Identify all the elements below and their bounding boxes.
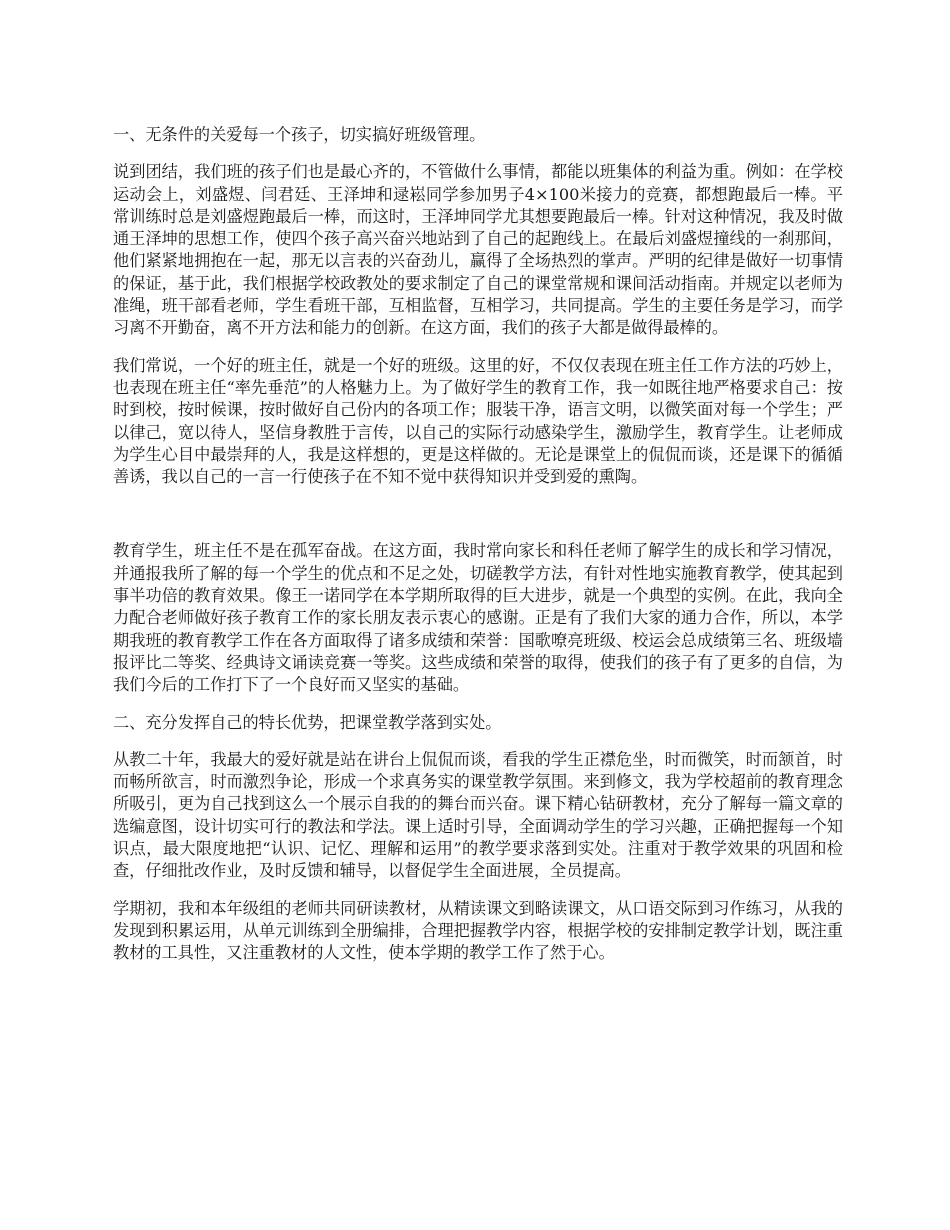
paragraph-unity: 说到团结，我们班的孩子们也是最心齐的，不管做什么事情，都能以班集体的利益为重。例如：在学校运动会上，刘盛煜、闫君廷、王泽坤和逯崧同学参加男子4×100米接力的竞赛，都想跑最后一棒。平常训练时总是刘盛煜跑最后一棒，而这时，王泽坤同学尤其想要跑最后一棒。针对这种情况，我及时做通王泽坤的思想工作，使四个孩子高兴奋兴地站到了自己的起跑线上。在最后刘盛煜撞线的一刹那间，他们紧紧地拥抱在一起，那无以言表的兴奋劲儿，赢得了全场热烈的掌声。严明的纪律是做好一切事情的保证，基于此，我们根据学校政教处的要求制定了自己的课堂常规和课间活动指南。并规定以老师为准绳，班干部看老师，学生看班干部，互相监督，互相学习，共同提高。学生的主要任务是学习，而学习离不开勤奋，离不开方法和能力的创新。在这方面，我们的孩子大都是做得最棒的。 bbox=[113, 162, 843, 338]
paragraph-semester-start: 学期初，我和本年级组的老师共同研读教材，从精读课文到略读课文，从口语交际到习作练习，从我的发现到积累运用，从单元训练到全册编排，合理把握教学内容，根据学校的安排制定教学计划，既注重教材的工具性，又注重教材的人文性，使本学期的教学工作了然于心。 bbox=[113, 898, 843, 963]
section-heading-1: 一、无条件的关爱每一个孩子，切实搞好班级管理。 bbox=[113, 125, 486, 144]
paragraph-good-teacher: 我们常说，一个好的班主任，就是一个好的班级。这里的好，不仅仅表现在班主任工作方法的巧妙上，也表现在班主任“率先垂范”的人格魅力上。为了做好学生的教育工作，我一如既往地严格要求自己：按时到校，按时候课，按时做好自己份内的各项工作；服装干净，语言文明，以微笑面对每一个学生；严以律己，宽以待人，坚信身教胜于言传，以自己的实际行动感染学生，激励学生，教育学生。让老师成为学生心目中最崇拜的人，我是这样想的，更是这样做的。无论是课堂上的侃侃而谈，还是课下的循循善诱，我以自己的一言一行使孩子在不知不觉中获得知识并受到爱的熏陶。 bbox=[113, 355, 843, 487]
paragraph-spacer bbox=[113, 503, 843, 540]
paragraph-teaching-years: 从教二十年，我最大的爱好就是站在讲台上侃侃而谈，看我的学生正襟危坐，时而微笑，时而颔首，时而畅所欲言，时而激烈争论，形成一个求真务实的课堂教学氛围。来到修文，我为学校超前的教育理念所吸引，更为自己找到这么一个展示自我的的舞台而兴奋。课下精心钻研教材，充分了解每一篇文章的选编意图，设计切实可行的教法和学法。课上适时引导，全面调动学生的学习兴趣，正确把握每一个知识点，最大限度地把“认识、记忆、理解和运用”的教学要求落到实处。注重对于教学效果的巩固和检查，仔细批改作业，及时反馈和辅导，以督促学生全面进展，全员提高。 bbox=[113, 749, 843, 881]
paragraph-cooperation: 教育学生，班主任不是在孤军奋战。在这方面，我时常向家长和科任老师了解学生的成长和学习情况，并通报我所了解的每一个学生的优点和不足之处，切磋教学方法，有针对性地实施教育教学，使其起到事半功倍的教育效果。像王一诺同学在本学期所取得的巨大进步，就是一个典型的实例。在此，我向全力配合老师做好孩子教育工作的家长朋友表示衷心的感谢。正是有了我们大家的通力合作，所以，本学期我班的教育教学工作在各方面取得了诸多成绩和荣誉：国歌嘹亮班级、校运会总成绩第三名、班级墙报评比二等奖、经典诗文诵读竞赛一等奖。这些成绩和荣誉的取得，使我们的孩子有了更多的自信，为我们今后的工作打下了一个良好而又坚实的基础。 bbox=[113, 541, 843, 695]
section-heading-2: 二、充分发挥自己的特长优势，把课堂教学落到实处。 bbox=[113, 712, 502, 732]
document-body bbox=[113, 124, 843, 980]
